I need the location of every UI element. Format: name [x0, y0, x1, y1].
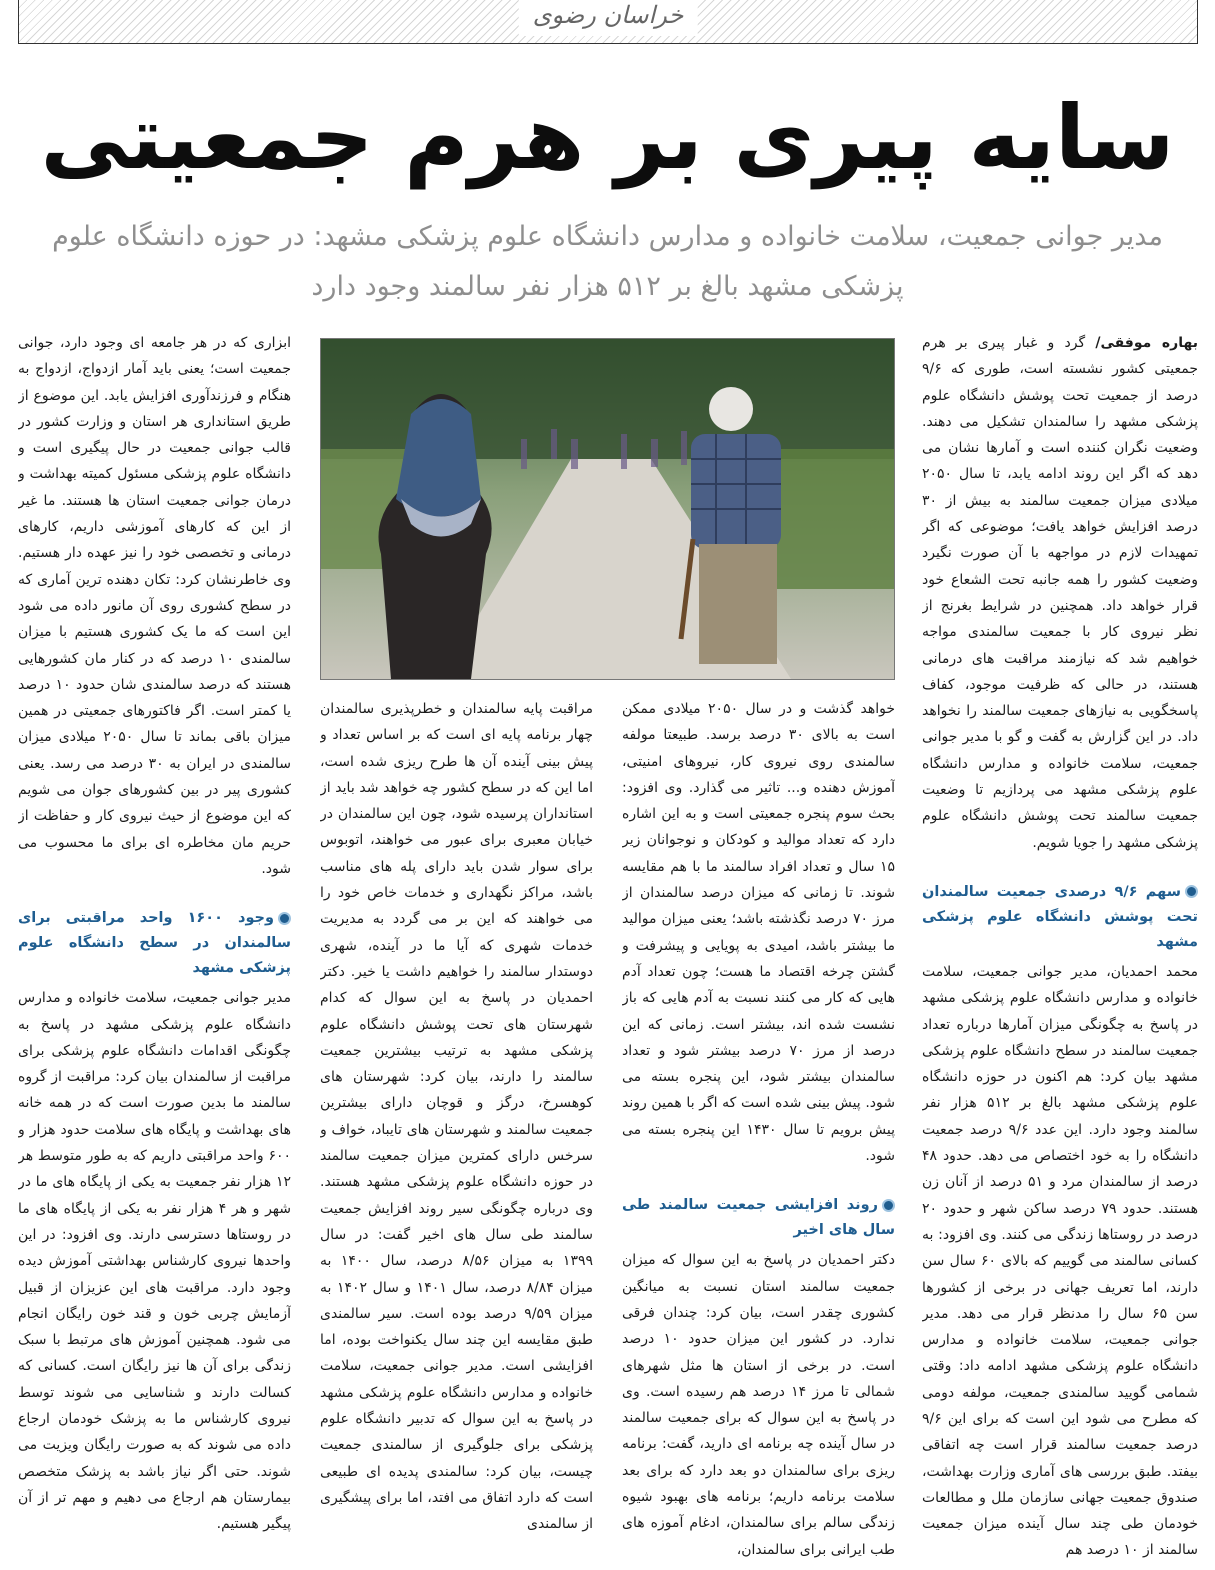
body-paragraph: دکتر احمدیان در پاسخ به این سوال که میزان جمعیت سالمند استان نسبت به میانگین کشوری چقدر است، بیان کرد: چندان فرقی ندارد. در کشور این میزان حدود ۱۰ درصد است. در برخی از استان ها مثل شهرهای شمالی تا مرز ۱۴ درصد هم رسیده است. وی در پاسخ به این سوال که برای جمعیت سالمند در سال آینده چه برنامه ای دارید، گفت: برنامه ریزی برای سالمندان دو بعد دارد که برای بعد سلامت برنامه داریم؛ برنامه های بهبود شیوه زندگی سالم برای سالمندان، ادغام آموزه های طب ایرانی برای سالمندان، [622, 1252, 895, 1558]
section-heading-text: روند افزایشی جمعیت سالمند طی سال های اخیر [622, 1197, 895, 1239]
section-heading-3 [18, 906, 291, 981]
article-column-2 [622, 696, 895, 1560]
article-photo [320, 338, 895, 680]
section-heading-text: وجود ۱۶۰۰ واحد مراقبتی برای سالمندان در سطح دانشگاه علوم پزشکی مشهد [18, 910, 291, 977]
lead-paragraph [922, 330, 1198, 856]
headline: سایه پیری بر هرم جمعیتی [40, 86, 1175, 189]
subtitle: مدیر جوانی جمعیت، سلامت خانواده و مدارس دانشگاه علوم پزشکی مشهد: در حوزه دانشگاه علوم پزشکی مشهد بالغ بر ۵۱۲ هزار نفر سالمند وجود دارد [52, 221, 1163, 302]
section-heading-text: سهم ۹/۶ درصدی جمعیت سالمندان تحت پوشش دانشگاه علوم پزشکی مشهد [922, 883, 1198, 950]
body-paragraph: ابزاری که در هر جامعه ای وجود دارد، جوانی جمعیت است؛ یعنی باید آمار ازدواج، ازدواج به هنگام و فرزندآوری افزایش یابد. این موضوع از طریق استانداری هر استان و وزارت کشور در قالب جوانی جمعیت در حال پیگیری است و دانشگاه علوم پزشکی مسئول کمیته بهداشت و درمان جوانی جمعیت استان ها هستند. ما غیر از این که کارهای آموزشی داریم، کارهای درمانی و تخصصی خود را نیز عهده دار هستیم. وی خاطرنشان کرد: تکان دهنده ترین آماری که در سطح کشوری روی آن مانور داده می شود این است که ما یک کشوری هستیم با میزان سالمندی ۱۰ درصد که در کنار مان کشورهایی هستند که درصد سالمندی شان حدود ۱۰ درصد یا کمتر است. اگر فاکتورهای جمعیتی در همین میزان باقی بماند تا سال ۲۰۵۰ میلادی میزان سالمندی در ایران به ۳۰ درصد می رسد. یعنی کشوری پیر در بین کشورهای جوان می شویم که این موضوع از حیث نیروی کار و حفاظت از حریم مان مخاطره ای برای ما محسوب می شود. [18, 335, 291, 877]
masthead [18, 0, 1198, 44]
masthead-logo: خراسان رضوی [519, 0, 698, 36]
bullet-icon [882, 1199, 895, 1212]
lead-text: گرد و غبار پیری بر هرم جمعیتی کشور نشسته است، طوری که ۹/۶ درصد از جمعیت تحت پوشش دانشگاه علوم پزشکی مشهد را سالمندان تشکیل می دهند. وضعیت نگران کننده است و آمارها نشان می دهد که اگر این روند ادامه یابد، تا سال ۲۰۵۰ میلادی میزان جمعیت سالمند به بیش از ۳۰ درصد افزایش خواهد یافت؛ موضوعی که اگر تمهیدات لازم در مواجهه با آن صورت نگیرد وضعیت کشور را همه جانبه تحت الشعاع خود قرار خواهد داد. همچنین در شرایط بغرنج از نظر نیروی کار با جمعیت سالمندی مواجه خواهیم شد که نیازمند مراقبت های درمانی هستند، در حالی که ظرفیت موجود، کفاف پاسخگویی به نیازهای جمعیت سالمند را نخواهد داد. در این گزارش به گفت و گو با مدیر جوانی جمعیت، سلامت خانواده و مدارس دانشگاه علوم پزشکی مشهد می پردازیم تا وضعیت جمعیت سالمند تحت پوشش دانشگاه علوم پزشکی مشهد را جویا شویم. [922, 335, 1198, 851]
section-heading-2 [622, 1193, 895, 1243]
section-heading-1 [922, 880, 1198, 955]
article-column-1 [922, 330, 1198, 1560]
bullet-icon [278, 912, 291, 925]
article-column-4 [18, 330, 291, 1560]
body-paragraph: مراقبت پایه سالمندان و خطرپذیری سالمندان چهار برنامه پایه ای است که بر اساس تعداد و پیش بینی آینده آن ها طرح ریزی شده است، اما این که در سطح کشور چه خواهد شد باید از استانداران پرسیده شود، چون این سالمندان در خیابان معبری برای عبور می خواهند، اتوبوس برای سوار شدن باید دارای پله های مناسب باشد، مراکز نگهداری و خدمات خاص خود را می خواهند که این بر می گردد به مدیریت خدمات شهری که آیا ما در آینده، شهری دوستدار سالمند را خواهیم داشت یا خیر. دکتر احمدیان در پاسخ به این سوال که کدام شهرستان های تحت پوشش دانشگاه علوم پزشکی مشهد به ترتیب بیشترین جمعیت سالمند را دارند، بیان کرد: شهرستان های کوهسرخ، درگز و قوچان دارای بیشترین جمعیت سالمند و شهرستان های تایباد، خواف و سرخس دارای کمترین میزان جمعیت سالمند در حوزه دانشگاه علوم پزشکی مشهد هستند. وی درباره چگونگی سیر روند افزایش جمعیت سالمند طی سال های اخیر گفت: در سال ۱۳۹۹ به میزان ۸/۵۶ درصد، سال ۱۴۰۰ به میزان ۸/۸۴ درصد، سال ۱۴۰۱ و سال ۱۴۰۲ به میزان ۹/۵۹ درصد بوده است. سیر سالمندی طبق مقایسه این چند سال یکنواخت بوده، اما افزایشی است. مدیر جوانی جمعیت، سلامت خانواده و مدارس دانشگاه علوم پزشکی مشهد در پاسخ به این سوال که تدبیر دانشگاه علوم پزشکی برای جلوگیری از سالمندی جمعیت چیست، بیان کرد: سالمندی پدیده ای طبیعی است که دارد اتفاق می افتد، اما برای پیشگیری از سالمندی [320, 701, 593, 1533]
elderly-couple-photo [321, 339, 894, 679]
bullet-icon [1185, 885, 1198, 898]
article-column-3 [320, 696, 593, 1560]
body-paragraph: خواهد گذشت و در سال ۲۰۵۰ میلادی ممکن است به بالای ۳۰ درصد برسد. طبیعتا مولفه سالمندی روی نیروی کار، نیروهای امنیتی، آموزش دهنده و... تاثیر می گذارد. وی افزود: بحث سوم پنجره جمعیتی است و به این اشاره دارد که تعداد موالید و کودکان و نوجوانان زیر ۱۵ سال و تعداد افراد سالمند ما با هم مقایسه شوند. تا زمانی که میزان درصد سالمندان از مرز ۷۰ درصد نگذشته باشد؛ یعنی میزان موالید ما بیشتر باشد، امیدی به پویایی و پیشرفت و گشتن چرخه اقتصاد ما هست؛ چون تعداد آدم هایی که کار می کنند نسبت به آدم هایی که باز نشست شده اند، بیشتر است. زمانی که این درصد از مرز ۷۰ درصد بیشتر شود و تعداد سالمندان بیشتر شود، این پنجره بسته می شود. پیش بینی شده است که اگر با همین روند پیش برویم تا سال ۱۴۳۰ این پنجره بسته می شود. [622, 701, 895, 1165]
byline: بهاره موفقی/ [1095, 335, 1198, 351]
body-paragraph: محمد احمدیان، مدیر جوانی جمعیت، سلامت خانواده و مدارس دانشگاه علوم پزشکی مشهد در پاسخ به چگونگی میزان آمارها درباره تعداد جمعیت سالمند در سطح دانشگاه علوم پزشکی مشهد بیان کرد: هم اکنون در حوزه دانشگاه علوم پزشکی مشهد بالغ بر ۵۱۲ هزار نفر سالمند وجود دارد. این عدد ۹/۶ درصد جمعیت دانشگاه را به خود اختصاص می دهد. حدود ۴۸ درصد از سالمندان مرد و ۵۱ درصد از آنان زن هستند. حدود ۷۹ درصد ساکن شهر و حدود ۲۰ درصد در روستاها زندگی می کنند. وی افزود: به کسانی سالمند می گوییم که بالای ۶۰ سال سن دارند، اما تعریف جهانی در برخی از کشورها سن ۶۵ سال را مدنظر قرار می دهد. مدیر جوانی جمعیت، سلامت خانواده و مدارس دانشگاه علوم پزشکی مشهد ادامه داد: وقتی شمامی گویید سالمندی جمعیت، مولفه دومی که مطرح می شود این است که برای این ۹/۶ درصد جمعیت سالمند قرار است چه اتفاقی بیفتد. طبق بررسی های آماری وزارت بهداشت، صندوق جمعیت جهانی سازمان ملل و مطالعات خودمان طی چند سال آینده میزان جمعیت سالمند از ۱۰ درصد هم [922, 963, 1198, 1559]
body-paragraph: مدیر جوانی جمعیت، سلامت خانواده و مدارس دانشگاه علوم پزشکی مشهد در پاسخ به چگونگی اقدامات دانشگاه علوم پزشکی برای مراقبت از سالمندان بیان کرد: مراقبت از گروه سالمند ما بدین صورت است که در همه خانه های بهداشت و پایگاه های سلامت حدود هزار و ۶۰۰ واحد مراقبتی داریم که به طور متوسط هر ۱۲ هزار نفر جمعیت به یکی از پایگاه های ما در شهر و هر ۴ هزار نفر به یکی از پایگاه های ما در روستاها دسترسی دارند. وی افزود: در این واحدها نیروی کارشناس بهداشتی آموزش دیده وجود دارد. مراقبت های این عزیزان از قبیل آزمایش چربی خون و قند خون رایگان انجام می شود. همچنین آموزش های مرتبط با سبک زندگی برای آن ها نیز رایگان است. کسانی که کسالت دارند و شناسایی می شوند توسط نیروی کارشناس ما به پزشک خودمان ارجاع داده می شوند که به صورت رایگان ویزیت می شوند. حتی اگر نیاز باشد به پزشک متخصص بیمارستان هم ارجاع می دهیم و مهم تر از آن پیگیر هستیم. [18, 990, 291, 1533]
